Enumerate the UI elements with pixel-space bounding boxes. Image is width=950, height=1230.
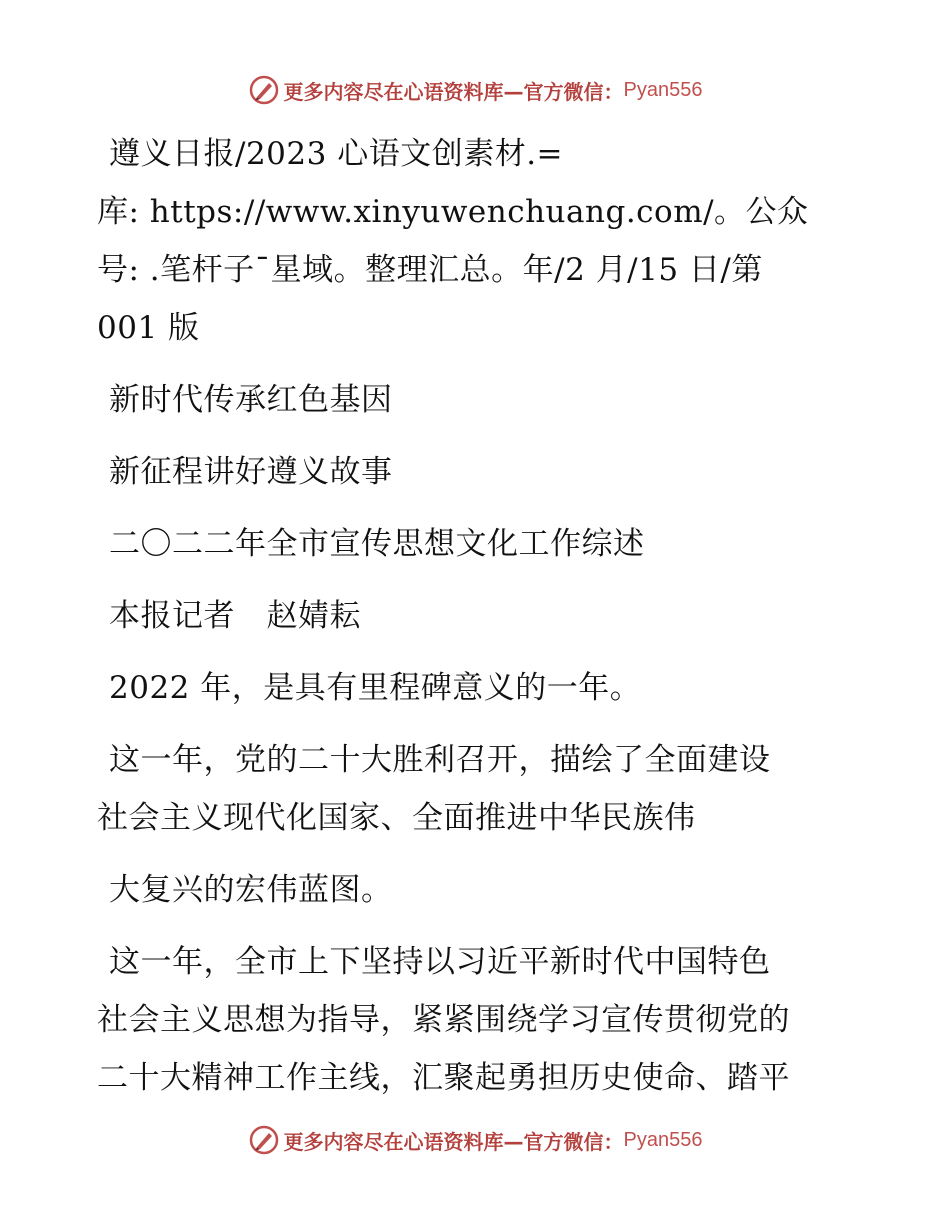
text-line: 001 版 [97, 310, 200, 346]
banner-handle: Pyan556 [623, 78, 703, 101]
headline-line: 新征程讲好遵义故事 [109, 454, 393, 490]
banner-handle: Pyan556 [623, 1128, 703, 1151]
text-line: 库: https://www.xinyuwenchuang.com/。公众 [97, 194, 809, 230]
text-line: 这一年，党的二十大胜利召开，描绘了全面建设 [109, 742, 771, 778]
text-line: 社会主义现代化国家、全面推进中华民族伟 [97, 800, 696, 836]
footer-watermark-banner [0, 1120, 950, 1160]
text-line: 大复兴的宏伟蓝图。 [109, 872, 393, 908]
text-line: 社会主义思想为指导，紧紧围绕学习宣传贯彻党的 [97, 1002, 790, 1038]
byline: 本报记者 赵婧耘 [109, 598, 361, 634]
text-line: 二十大精神工作主线，汇聚起勇担历史使命、踏平 [97, 1060, 790, 1096]
banner-label: 更多内容尽在心语资料库—官方微信： [283, 1129, 624, 1154]
header-watermark-banner [0, 70, 950, 110]
text-line: 遵义日报/2023 心语文创素材.= [109, 136, 564, 172]
text-line: 号: .笔杆子¯星域。整理汇总。年/2 月/15 日/第 [97, 252, 763, 288]
pen-logo-icon [248, 1124, 280, 1156]
text-line: 2022 年，是具有里程碑意义的一年。 [109, 670, 642, 706]
headline-line: 新时代传承红色基因 [109, 382, 393, 418]
article-body [97, 125, 857, 1107]
pen-logo-icon [248, 74, 280, 106]
subheadline-line: 二〇二二年全市宣传思想文化工作综述 [109, 526, 645, 562]
text-line: 这一年，全市上下坚持以习近平新时代中国特色 [109, 944, 771, 980]
banner-label: 更多内容尽在心语资料库—官方微信： [283, 79, 624, 104]
